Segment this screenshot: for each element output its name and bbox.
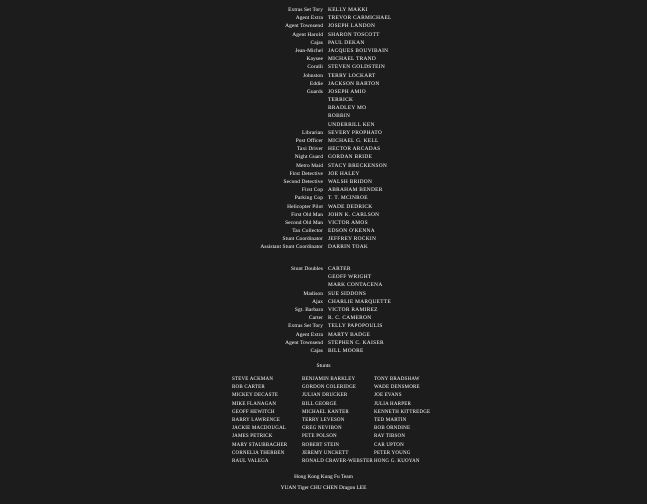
- credit-role: First Detective: [289, 170, 323, 177]
- credit-role: Extras Set Tory: [288, 7, 323, 13]
- stunt-name: MIKE FLANAGAN: [232, 401, 277, 407]
- credit-row: [0, 31, 647, 39]
- footer-members: YUAN Tiger CHU CHEN Dragon LEE: [280, 485, 367, 491]
- stunt-name: JULIA HARPER: [374, 401, 411, 407]
- credit-name: STEVEN GOLDSTEIN: [328, 64, 386, 71]
- credit-name: BRADLEY MO: [328, 105, 367, 112]
- credit-name: DARRIN TOAK: [328, 244, 369, 251]
- credit-role: Second Detective: [283, 178, 323, 185]
- credit-role: Assistant Stunt Coordinator: [260, 244, 323, 251]
- stunt-row: [232, 417, 452, 425]
- credit-role: Parking Cop: [294, 195, 323, 202]
- credit-row: [0, 243, 647, 251]
- credit-name: KELLY MAKKI: [328, 7, 368, 13]
- credit-name: EDSON O'KENNA: [328, 228, 375, 235]
- credit-name: GORDAN BRIDE: [328, 154, 373, 161]
- credit-row: [0, 39, 647, 47]
- credit-name: JOE HALEY: [328, 170, 360, 177]
- credit-row: [0, 47, 647, 55]
- credit-row: [0, 203, 647, 211]
- stunts-heading: Stunts: [316, 363, 331, 369]
- stunt-name: JEREMY UNCKETT: [302, 450, 349, 456]
- stunt-row: [232, 376, 452, 384]
- stunt-row: [232, 384, 452, 392]
- credit-role: Librarian: [302, 129, 323, 136]
- credit-row: [0, 22, 647, 30]
- stunt-name: ROBERT STEIN: [302, 442, 340, 448]
- credit-name: SUE SIDDONS: [328, 290, 367, 297]
- credit-row: [0, 104, 647, 112]
- stunt-name: JAMES PETRICK: [232, 434, 273, 440]
- credit-role: Agent Townsend: [285, 339, 323, 346]
- credit-role: Eddie: [309, 80, 323, 87]
- stunt-name: BARRY LAWRENCE: [232, 417, 281, 423]
- credit-name: WALSH BRIDON: [328, 178, 373, 185]
- stunt-row: [232, 401, 452, 409]
- credit-role: First Cop: [301, 187, 323, 194]
- credit-name: SHARON TOSCOTT: [328, 31, 380, 38]
- credit-row: [0, 306, 647, 314]
- credit-name: JACQUES BOUVIBAIN: [328, 47, 389, 54]
- stunt-row: [232, 392, 452, 400]
- credit-role: Agent Extra: [295, 15, 323, 22]
- stunt-row: [232, 425, 452, 433]
- credit-name: TREVOR CARMICHAEL: [328, 15, 392, 22]
- credit-row: [0, 63, 647, 71]
- credit-name: TELLY PAPOPOULIS: [328, 323, 383, 330]
- credit-name: JOHN K. CARLSON: [328, 211, 380, 218]
- stunt-name: GREG NEVIBON: [302, 426, 342, 432]
- credit-role: Guards: [306, 88, 323, 95]
- stunt-name: JACKIE MACDOUGAL: [232, 426, 287, 432]
- credit-row: [0, 219, 647, 227]
- credit-role: Agent Extra: [295, 331, 323, 338]
- footer-team: Hong Kong Kung Fu Team: [294, 474, 353, 480]
- credit-name: JEFFREY ROCKIN: [328, 236, 377, 243]
- credit-name: TERRY LOCKART: [328, 72, 376, 79]
- stunt-row: [232, 433, 452, 441]
- credit-name: HECTOR ARCADAS: [328, 146, 381, 153]
- credit-row: [0, 162, 647, 170]
- credit-role: Extras Set Tory: [288, 323, 323, 330]
- credit-name: VICTOR AMOS: [328, 219, 368, 226]
- credit-role: Taxi Driver: [296, 146, 323, 153]
- credit-name: STEPHEN C. KAISER: [328, 339, 384, 346]
- credit-name: VICTOR RAMIREZ: [328, 306, 378, 313]
- credit-name: MICHAEL G. KELL: [328, 138, 379, 144]
- credit-row: [0, 6, 647, 14]
- credit-row: [0, 290, 647, 298]
- credit-name: WADE DEDRICK: [328, 203, 373, 210]
- credit-role: Stunt Doubles: [291, 266, 323, 272]
- credit-row: [0, 281, 647, 289]
- credit-name: R. C. CAMERON: [328, 315, 372, 322]
- stunt-name: STEVE ACKMAN: [232, 377, 274, 382]
- stunt-name: BILL GEORGE: [302, 401, 337, 407]
- stunt-name: WADE DENSMORE: [374, 385, 420, 391]
- credit-row: [0, 112, 647, 120]
- stunt-name: JULIAN DRUCKER: [302, 393, 348, 399]
- credit-role: Agent Townsend: [285, 23, 323, 30]
- credit-row: [0, 347, 647, 355]
- stunt-name: RAY TIBSON: [374, 434, 406, 440]
- credit-name: JOSEPH LANDON: [328, 23, 376, 30]
- credit-row: [0, 339, 647, 347]
- credit-name: CHARLIE MARQUETTE: [328, 298, 392, 305]
- credit-role: Stunt Coordinator: [282, 236, 323, 243]
- credit-role: Cajas: [310, 347, 323, 354]
- stunt-name: JOE EVANS: [374, 393, 402, 399]
- credit-name: MARTY BADGE: [328, 331, 371, 338]
- credit-row: [0, 80, 647, 88]
- credit-name: MICHAEL TRAND: [328, 56, 377, 63]
- credit-role: Post Officer: [295, 138, 323, 144]
- credit-role: Helicopter Pilot: [287, 203, 323, 210]
- credit-name: JOSEPH AMIO: [328, 88, 366, 95]
- credit-row: [0, 170, 647, 178]
- credit-role: Madison: [303, 290, 323, 297]
- credit-row: [0, 145, 647, 153]
- credit-role: Kaysee: [306, 56, 323, 63]
- credit-row: [0, 88, 647, 96]
- credit-row: [0, 265, 647, 273]
- stunt-row: [232, 458, 452, 466]
- credit-row: [0, 121, 647, 129]
- credit-name: MARK CONTACENA: [328, 282, 383, 289]
- credit-row: [0, 194, 647, 202]
- credit-name: STACY BRECKENSON: [328, 162, 388, 169]
- credit-row: [0, 298, 647, 306]
- stunt-name: BOB CARTER: [232, 385, 265, 391]
- stunt-name: RAUL VALEGA: [232, 458, 269, 464]
- stunt-name: PETER YOUNG: [374, 450, 411, 456]
- credit-name: ABRAHAM BENDER: [328, 187, 383, 194]
- credits-top: [0, 6, 647, 252]
- credit-row: [0, 186, 647, 194]
- credit-name: SEVERY PROPHATO: [328, 129, 383, 136]
- stunt-name: TONY BRADSHAW: [374, 377, 420, 382]
- credit-row: [0, 178, 647, 186]
- stunt-name: MARY STAUBBACHER: [232, 442, 288, 448]
- credit-name: TERRICK: [328, 97, 354, 104]
- credits-mid: [0, 265, 647, 355]
- credit-row: [0, 227, 647, 235]
- credit-name: ROBBIN: [328, 113, 351, 120]
- stunt-name: HONG G. KUOYAN: [374, 458, 420, 464]
- credit-row: [0, 235, 647, 243]
- stunt-name: MICHAEL KANTER: [302, 409, 349, 415]
- credit-row: [0, 14, 647, 22]
- stunt-name: TED MARTIN: [374, 417, 407, 423]
- credit-row: [0, 55, 647, 63]
- credit-role: First Old Man: [291, 211, 323, 218]
- stunt-name: BOB ORNDINE: [374, 426, 411, 432]
- stunt-row: [232, 450, 452, 458]
- credit-row: [0, 322, 647, 330]
- credit-role: Cajas: [310, 39, 323, 46]
- stunt-row: [232, 409, 452, 417]
- credit-row: [0, 273, 647, 281]
- credit-name: CARTER: [328, 266, 351, 272]
- credit-role: Agent Harold: [292, 31, 323, 38]
- stunt-name: CAR UPTON: [374, 442, 404, 448]
- stunt-name: PETE POLSON: [302, 434, 337, 440]
- credit-row: [0, 137, 647, 145]
- stunt-row: [232, 442, 452, 450]
- stunt-name: KENNETH KITTREDGE: [374, 409, 431, 415]
- stunt-name: MICKEY DECASTE: [232, 393, 279, 399]
- credit-name: BILL MOORE: [328, 347, 364, 354]
- credit-name: T. T. MCINROE: [328, 195, 368, 202]
- stunt-name: GORDON COLERIDGE: [302, 385, 357, 391]
- credit-role: Jean-Michel: [295, 47, 323, 54]
- credit-name: GEOFF WRIGHT: [328, 274, 372, 281]
- stunt-name: GEOFF HEWITCH: [232, 409, 275, 415]
- credit-row: [0, 314, 647, 322]
- credit-role: Metro Maid: [296, 162, 323, 169]
- credit-role: Second Old Man: [285, 219, 323, 226]
- credit-row: [0, 211, 647, 219]
- credit-row: [0, 129, 647, 137]
- credit-name: JACKSON BARTON: [328, 80, 380, 87]
- credit-role: Coralli: [307, 64, 323, 71]
- stunts-grid: [232, 376, 452, 466]
- credit-role: Night Guard: [294, 154, 323, 161]
- credit-role: Tax Collector: [292, 228, 323, 235]
- credit-role: Sgt. Barbara: [294, 306, 323, 313]
- stunt-name: TERRY LEVESON: [302, 417, 345, 423]
- credit-role: Carter: [308, 315, 323, 322]
- credit-row: [0, 331, 647, 339]
- stunt-name: CORNELIA THERBEN: [232, 450, 285, 456]
- credit-role: Ajax: [312, 298, 323, 305]
- credit-row: [0, 96, 647, 104]
- credit-name: UNDERRILL KEN: [328, 121, 375, 128]
- credit-row: [0, 153, 647, 161]
- stunt-name: RONALD CRAVER-WEBSTER: [302, 458, 373, 464]
- stunt-name: BENJAMIN BARKLEY: [302, 377, 356, 382]
- credit-name: PAUL DEKAN: [328, 39, 365, 46]
- credit-role: Johnston: [303, 72, 323, 79]
- credit-row: [0, 72, 647, 80]
